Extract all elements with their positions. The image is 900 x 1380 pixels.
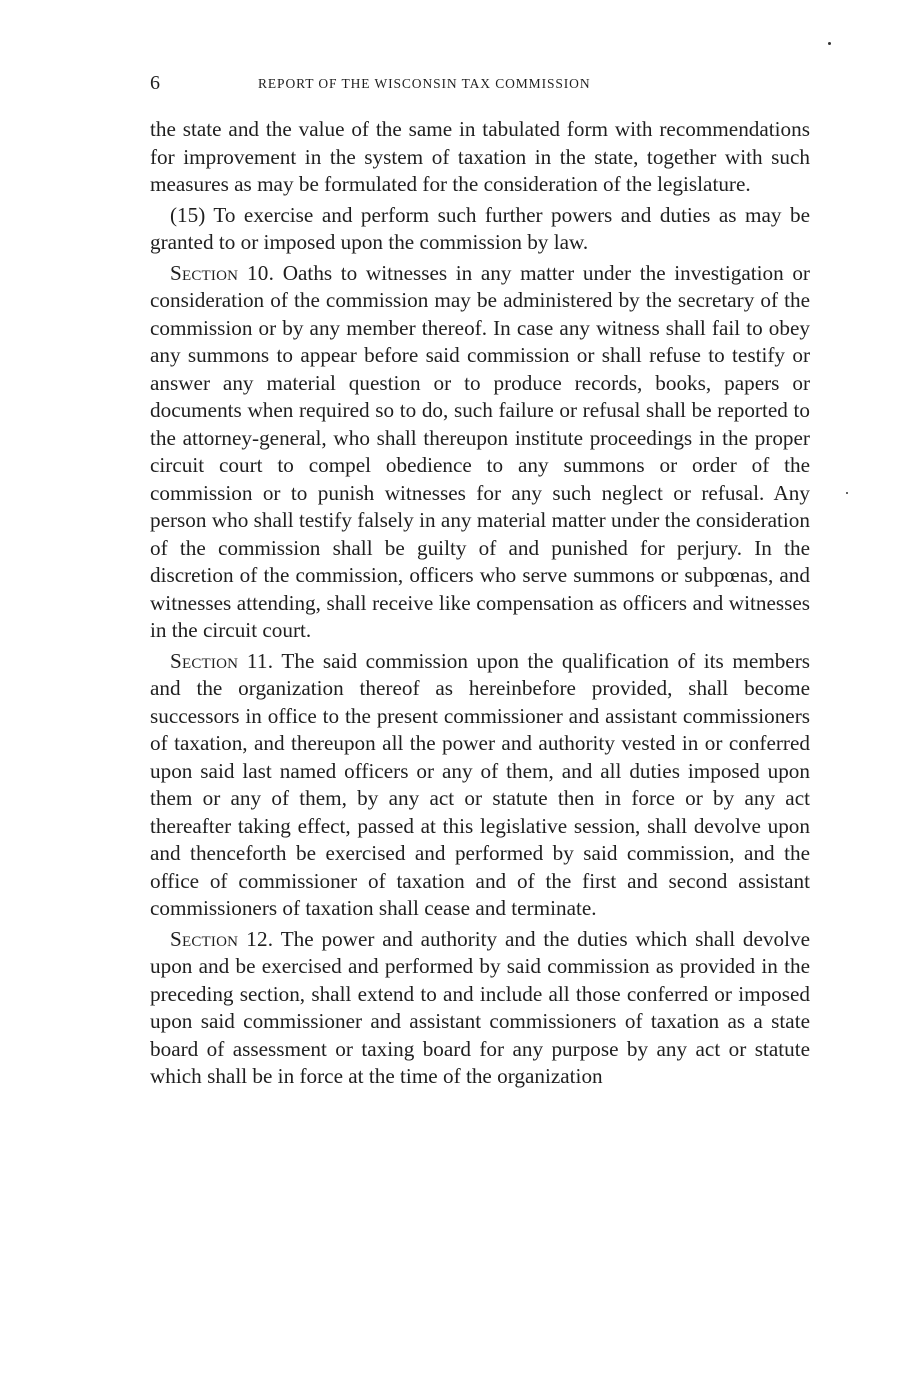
document-page (150, 70, 810, 1094)
paragraph-clause-15 (150, 202, 810, 257)
section-label: Section 11. (170, 648, 274, 673)
paragraph-continuation (150, 116, 810, 199)
paragraph-text: Oaths to witnesses in any matter under the investigation or consideration of the commission may be administered by the secretary of the commission or by any member thereof. In case any witness shall fail to obey any summons to appear before said commission or shall refuse to testify or answer any material question or to produce records, books, papers or documents when required so to do, such failure or refusal shall be reported to the attorney-general, who shall thereupon institute proceedings in the proper circuit court to compel obedience to any summons or order of the commission or to punish witnesses for any such neglect or refusal. Any person who shall testify falsely in any material matter under the consideration of the commission shall be guilty of and punished for perjury. In the discretion of the commission, officers who serve summons or subpœnas, and witnesses attending, shall receive like compensation as officers and witnesses in the circuit court. (150, 260, 810, 642)
paragraph-text: The said commission upon the qualification of its members and the organization thereof as hereinbefore provided, shall become successors in office to the present commissioner and assistant commissioners of taxation, and thereupon all the power and authority vested in or conferred upon said last named officers or any of them, and all duties imposed upon them or any of them, by any act or statute then in force or by any act thereafter taking effect, passed at this legislative session, shall devolve upon and thenceforth be exercised and performed by said commission, and the office of commissioner of taxation and of the first and second assistant commissioners of taxation shall cease and terminate. (150, 648, 811, 920)
paragraph-text: (15) To exercise and perform such further powers and duties as may be granted to or imposed upon the commission by law. (150, 202, 810, 254)
section-label: Section 12. (170, 926, 274, 951)
paragraph-section-11 (150, 648, 810, 923)
section-label: Section 10. (170, 260, 275, 285)
scan-speck (828, 42, 831, 45)
paragraph-text: the state and the value of the same in tabulated form with recommendations for improvement in the system of taxation in the state, together with such measures as may be formulated for the consideration of the legislature. (150, 117, 810, 196)
scan-speck (846, 492, 848, 494)
paragraph-text: The power and authority and the duties which shall devolve upon and be exercised and performed by said commission as provided in the preceding section, shall extend to and include all those conferred or imposed upon said commissioner and assistant commissioners of taxation as a state board of assessment or taxing board for any purpose by any act or statute which shall be in force at the time of the organization (150, 926, 810, 1088)
paragraph-section-10 (150, 260, 810, 645)
running-title: REPORT OF THE WISCONSIN TAX COMMISSION (258, 76, 591, 91)
paragraph-section-12 (150, 926, 810, 1091)
page-number: 6 (150, 72, 160, 94)
running-head (150, 70, 810, 100)
